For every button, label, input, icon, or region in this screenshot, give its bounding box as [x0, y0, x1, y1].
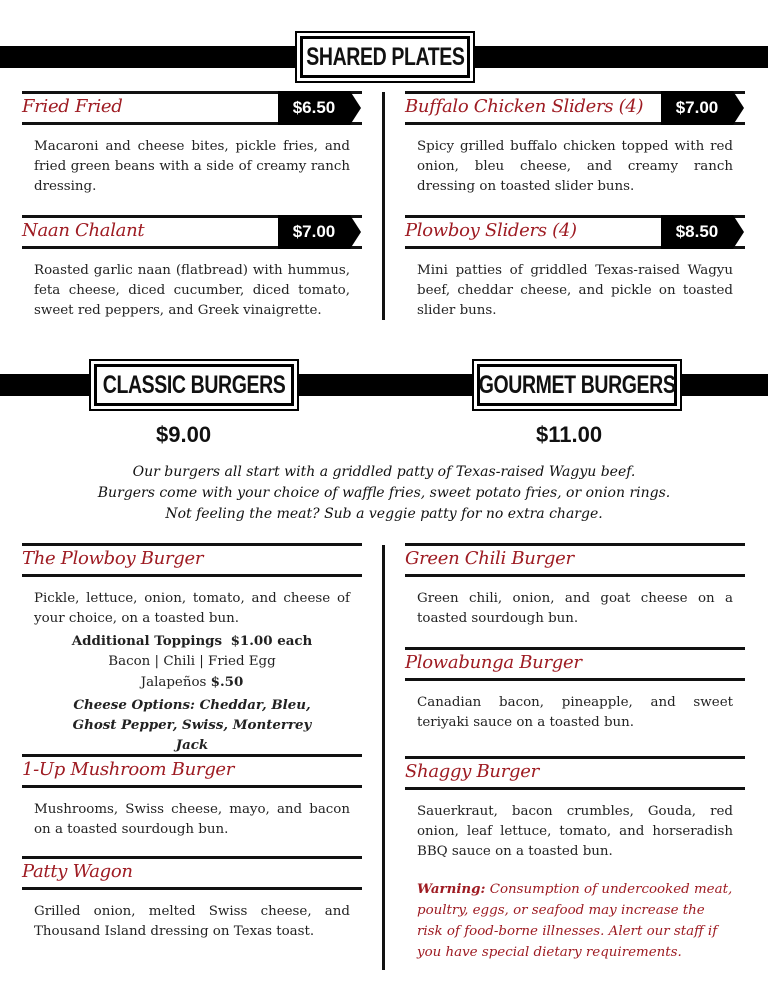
- item-description: Pickle, lettuce, onion, tomato, and cheese of your choice, on a toasted bun.: [34, 591, 350, 626]
- jalapenos-price: $.50: [210, 674, 244, 690]
- item-name-bar: [405, 543, 745, 577]
- toppings-list: Bacon | Chili | Fried Egg: [108, 654, 276, 669]
- toppings-price: $1.00 each: [230, 633, 313, 649]
- warning-label: Warning:: [417, 881, 486, 897]
- intro-line: Not feeling the meat? Sub a veggie patty for no extra charge.: [165, 506, 603, 522]
- item-description: Grilled onion, melted Swiss cheese, and Thousand Island dressing on Texas toast.: [34, 904, 350, 939]
- menu-item: [22, 754, 362, 840]
- additional-toppings: [34, 631, 350, 652]
- item-name: Fried Fried: [22, 96, 123, 117]
- gourmet-burger-price: $11.00: [536, 422, 603, 447]
- menu-item: [405, 756, 745, 862]
- column-divider: [382, 92, 385, 320]
- item-name-bar: [22, 543, 362, 577]
- menu-item: [22, 215, 362, 321]
- menu-item: [405, 91, 745, 197]
- intro-line: Burgers come with your choice of waffle fries, sweet potato fries, or onion rings.: [97, 485, 671, 501]
- item-price: $7.00: [661, 91, 733, 125]
- item-description: Green chili, onion, and goat cheese on a toasted sourdough bun.: [417, 591, 733, 626]
- food-safety-warning: [405, 879, 745, 963]
- item-name: Naan Chalant: [22, 220, 145, 241]
- toppings-label: Additional Toppings: [71, 633, 223, 649]
- item-name: Patty Wagon: [22, 861, 133, 882]
- menu-item: [22, 856, 362, 942]
- menu-item: [405, 647, 745, 733]
- burger-intro: [0, 462, 768, 525]
- menu-item: [22, 543, 362, 755]
- warning-text-block: [417, 879, 733, 963]
- column-divider: [382, 545, 385, 970]
- menu-item: [405, 215, 745, 321]
- item-name: Plowabunga Burger: [405, 652, 582, 673]
- item-name-bar: [405, 647, 745, 681]
- item-name-bar: [22, 754, 362, 788]
- item-name-bar: [405, 756, 745, 790]
- item-name-bar: [22, 215, 362, 249]
- item-description: Canadian bacon, pineapple, and sweet teriyaki sauce on a toasted bun.: [417, 695, 733, 730]
- item-name: Buffalo Chicken Sliders (4): [405, 96, 644, 117]
- section-heading-gourmet-burgers: [477, 364, 677, 406]
- menu-item: [22, 91, 362, 197]
- jalapenos-option: [34, 672, 350, 693]
- item-name-bar: [22, 856, 362, 890]
- item-name: 1-Up Mushroom Burger: [22, 759, 235, 780]
- classic-burger-price: $9.00: [156, 422, 212, 447]
- section-heading-classic-burgers: [94, 364, 294, 406]
- item-name: Plowboy Sliders (4): [405, 220, 577, 241]
- heading-text: SHARED PLATES: [305, 42, 465, 71]
- item-name: The Plowboy Burger: [22, 548, 204, 569]
- item-name: Shaggy Burger: [405, 761, 539, 782]
- item-name-bar: [405, 91, 745, 125]
- item-description: Sauerkraut, bacon crumbles, Gouda, red onion, leaf lettuce, tomato, and horseradish BBQ sauce on a toasted bun.: [417, 804, 733, 859]
- cheese-options: Cheese Options: Cheddar, Bleu, Ghost Pepper, Swiss, Monterrey Jack: [72, 697, 312, 753]
- heading-text: CLASSIC BURGERS: [102, 370, 286, 399]
- section-heading-shared-plates: [300, 36, 470, 78]
- menu-item: [405, 543, 745, 629]
- item-name: Green Chili Burger: [405, 548, 574, 569]
- item-name-bar: [22, 91, 362, 125]
- item-description: Spicy grilled buffalo chicken topped with red onion, bleu cheese, and creamy ranch dressing on toasted slider buns.: [417, 139, 733, 194]
- heading-text: GOURMET BURGERS: [478, 370, 676, 399]
- item-description: Mini patties of griddled Texas-raised Wagyu beef, cheddar cheese, and pickle on toasted slider buns.: [417, 263, 733, 318]
- warning-text: Consumption of undercooked meat, poultry, eggs, or seafood may increase the risk of food-borne illnesses. Alert our staff if you have special dietary requirements.: [417, 882, 733, 960]
- item-name-bar: [405, 215, 745, 249]
- item-description: Macaroni and cheese bites, pickle fries, and fried green beans with a side of creamy ranch dressing.: [34, 139, 350, 194]
- jalapenos-label: Jalapeños: [140, 675, 207, 690]
- item-description: Mushrooms, Swiss cheese, mayo, and bacon on a toasted sourdough bun.: [34, 802, 350, 837]
- intro-line: Our burgers all start with a griddled patty of Texas-raised Wagyu beef.: [132, 464, 636, 480]
- item-price: $7.00: [278, 215, 350, 249]
- item-price: $8.50: [661, 215, 733, 249]
- item-price: $6.50: [278, 91, 350, 125]
- item-description: Roasted garlic naan (flatbread) with hummus, feta cheese, diced cucumber, diced tomato, sweet red peppers, and Greek vinaigrette.: [34, 263, 350, 318]
